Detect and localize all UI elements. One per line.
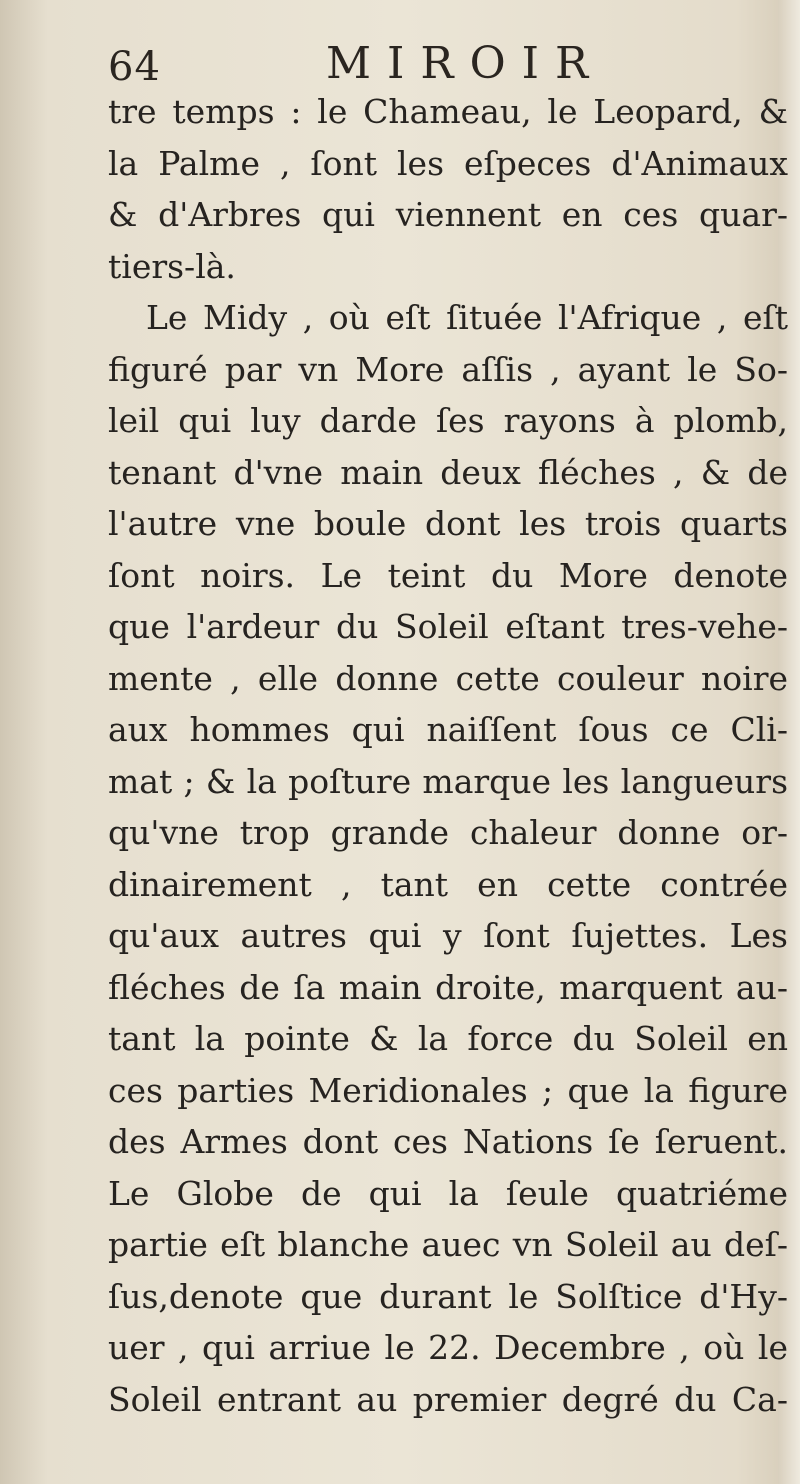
text-line: tant la pointe & la force du Soleil en bbox=[108, 1019, 788, 1058]
body-text bbox=[108, 86, 788, 1425]
text-line: Le Midy , où eſt ſituée l'Afrique , eſt bbox=[146, 298, 788, 337]
text-line: qu'vne trop grande chaleur donne or- bbox=[108, 813, 788, 852]
text-line: tre temps : le Chameau, le Leopard, & bbox=[108, 92, 788, 131]
text-line: tenant d'vne main deux fléches , & de bbox=[108, 452, 788, 492]
text-line: fléches de ſa main droite, marquent au- bbox=[108, 967, 788, 1007]
text-line: Le Globe de qui la ſeule quatriéme bbox=[108, 1173, 788, 1213]
running-title: MIROIR bbox=[326, 38, 605, 89]
text-line: Soleil entrant au premier degré du Ca- bbox=[108, 1379, 788, 1419]
text-line: la Palme , ſont les eſpeces d'Animaux bbox=[108, 143, 788, 183]
text-line: que l'ardeur du Soleil eſtant tres-vehe- bbox=[108, 607, 788, 646]
text-line: l'autre vne boule dont les trois quarts bbox=[108, 504, 788, 543]
text-line: aux hommes qui naiſſent ſous ce Cli- bbox=[108, 710, 788, 749]
text-line: ces parties Meridionales ; que la figure bbox=[108, 1070, 788, 1110]
text-line: des Armes dont ces Nations ſe ſeruent. bbox=[108, 1122, 788, 1161]
text-line: leil qui luy darde ſes rayons à plomb, bbox=[108, 401, 788, 440]
running-head bbox=[108, 34, 668, 94]
text-line: tiers-là. bbox=[108, 246, 236, 286]
text-line: dinairement , tant en cette contrée bbox=[108, 864, 788, 904]
text-line: figuré par vn More aſſis , ayant le So- bbox=[108, 349, 788, 389]
text-line: qu'aux autres qui y ſont ſujettes. Les bbox=[108, 916, 788, 955]
page-number: 64 bbox=[108, 44, 161, 90]
text-line: mat ; & la poſture marque les langueurs bbox=[108, 761, 788, 801]
text-line: mente , elle donne cette couleur noire bbox=[108, 658, 788, 698]
text-line: ſont noirs. Le teint du More denote bbox=[108, 555, 788, 595]
text-line: partie eſt blanche auec vn Soleil au deſ- bbox=[108, 1225, 788, 1264]
text-line: uer , qui arriue le 22. Decembre , où le bbox=[108, 1328, 788, 1367]
text-line: ſus,denote que durant le Solſtice d'Hy- bbox=[108, 1276, 788, 1316]
text-line: & d'Arbres qui viennent en ces quar- bbox=[108, 195, 788, 234]
